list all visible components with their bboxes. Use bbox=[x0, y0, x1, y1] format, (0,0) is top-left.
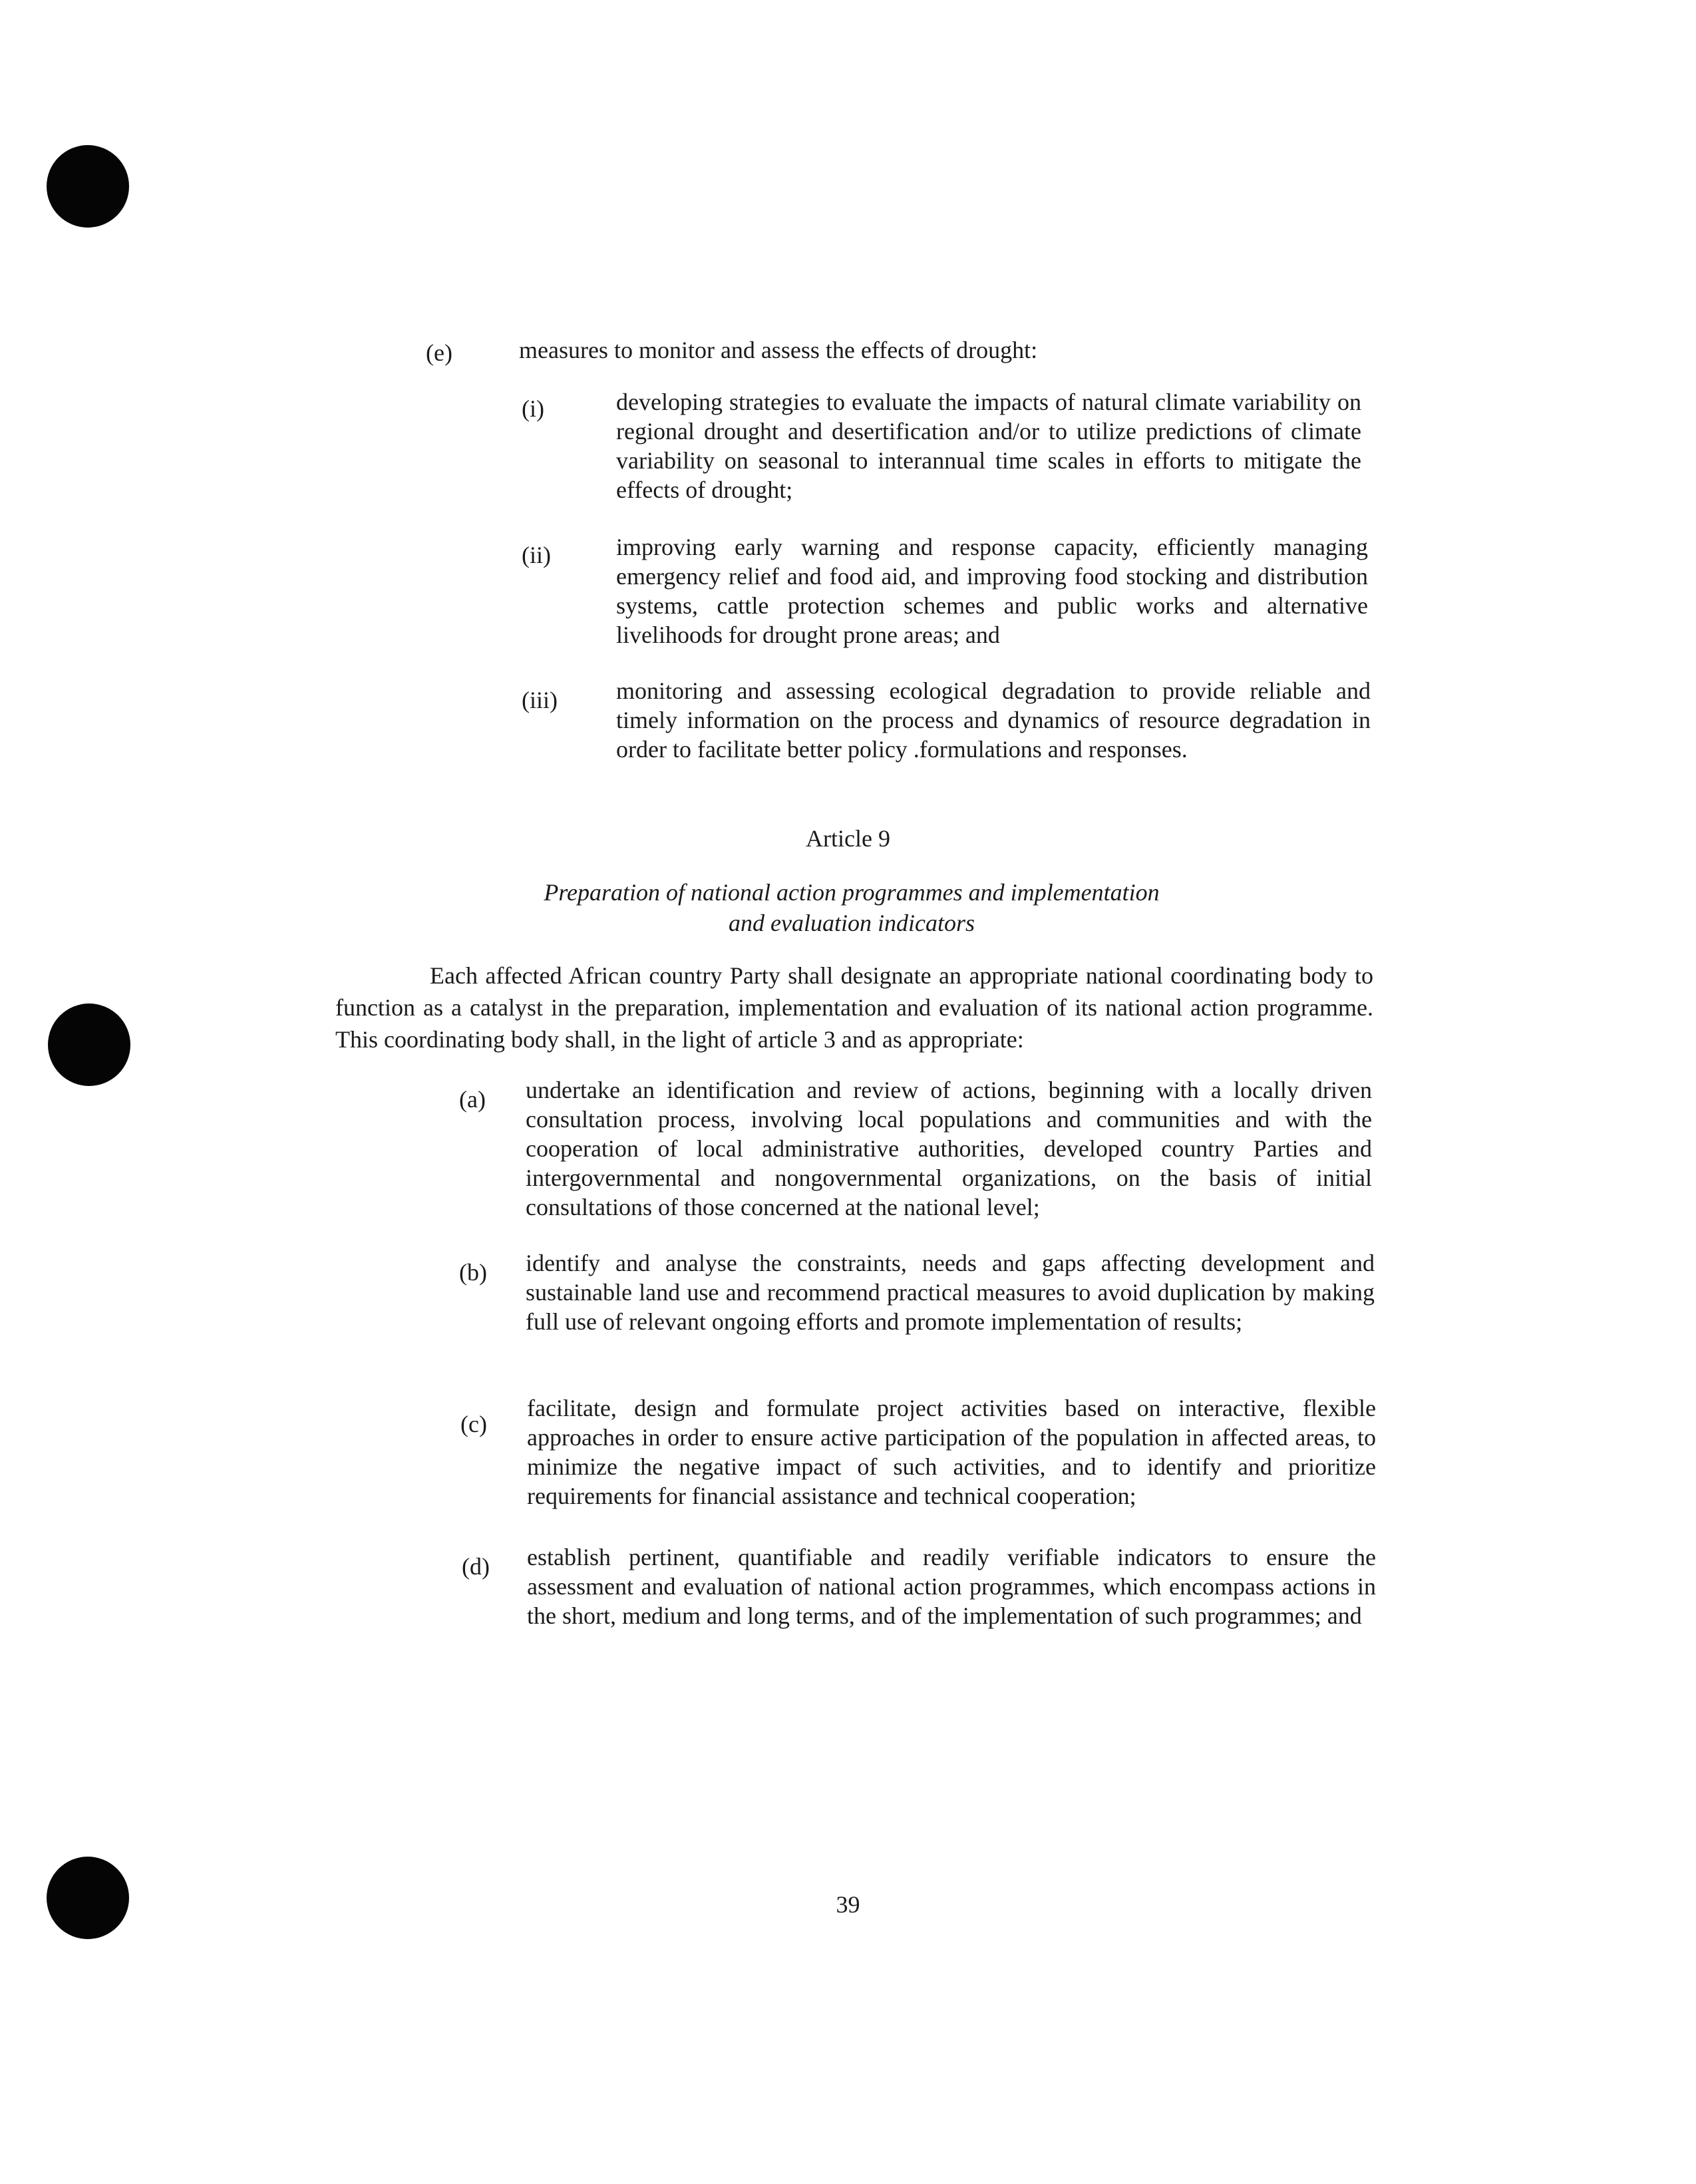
item-b-label: (b) bbox=[459, 1259, 487, 1286]
subitem-ii-label: (ii) bbox=[522, 542, 551, 568]
page-number: 39 bbox=[836, 1891, 860, 1918]
article-subtitle bbox=[506, 877, 1198, 938]
subitem-iii-label: (iii) bbox=[522, 687, 558, 713]
subitem-iii-text: monitoring and assessing ecological degradation to provide reliable and timely information on the process and dynamics of resource degradation in order to facilitate better policy .formulations and responses. bbox=[616, 677, 1371, 763]
punch-hole-top bbox=[47, 145, 129, 228]
item-e-text: measures to monitor and assess the effects of drought: bbox=[519, 337, 1038, 363]
item-b-text: identify and analyse the constraints, needs and gaps affecting development and sustainable land use and recommend practical measures to avoid duplication by making full use of relevant ongoing efforts and promote implementation of results; bbox=[526, 1250, 1375, 1335]
item-a-text: undertake an identification and review of actions, beginning with a locally driven consultation process, involving local populations and communities and with the cooperation of local administrative authorities, developed country Parties and intergovernmental and nongovernmental organizations, on the basis of initial consultations of those concerned at the national level; bbox=[526, 1077, 1372, 1220]
punch-hole-middle bbox=[48, 1003, 130, 1086]
article-subtitle-line-1: Preparation of national action programmes and implementation bbox=[544, 879, 1160, 906]
item-c-text: facilitate, design and formulate project activities based on interactive, flexible approaches in order to ensure active participation of the population in affected areas, to minimize the negative impact of such activities, and to identify and prioritize requirements for financial assistance and technical cooperation; bbox=[527, 1395, 1376, 1509]
subitem-ii-text: improving early warning and response capacity, efficiently managing emergency relief and food aid, and improving food stocking and distribution systems, cattle protection schemes and public works and alternative livelihoods for drought prone areas; and bbox=[616, 534, 1368, 648]
article-intro-paragraph: Each affected African country Party shall designate an appropriate national coordinating body to function as a catalyst in the preparation, implementation and evaluation of its national action programme. This coordinating body shall, in the light of article 3 and as appropriate: bbox=[335, 962, 1373, 1053]
subitem-i-label: (i) bbox=[522, 395, 544, 422]
item-d-label: (d) bbox=[462, 1553, 490, 1580]
item-a-label: (a) bbox=[459, 1086, 486, 1113]
item-e-label: (e) bbox=[426, 339, 452, 366]
item-c-label: (c) bbox=[460, 1411, 487, 1437]
article-subtitle-line-2: and evaluation indicators bbox=[729, 910, 975, 936]
subitem-i-text: developing strategies to evaluate the impacts of natural climate variability on regional drought and desertification and/or to utilize predictions of climate variability on seasonal to interannual time scales in efforts to mitigate the effects of drought; bbox=[616, 389, 1361, 503]
article-heading: Article 9 bbox=[806, 825, 890, 852]
item-d-text: establish pertinent, quantifiable and readily verifiable indicators to ensure the assessment and evaluation of national action programmes, which encompass actions in the short, medium and long terms, and of the implementation of such programmes; and bbox=[527, 1544, 1376, 1629]
